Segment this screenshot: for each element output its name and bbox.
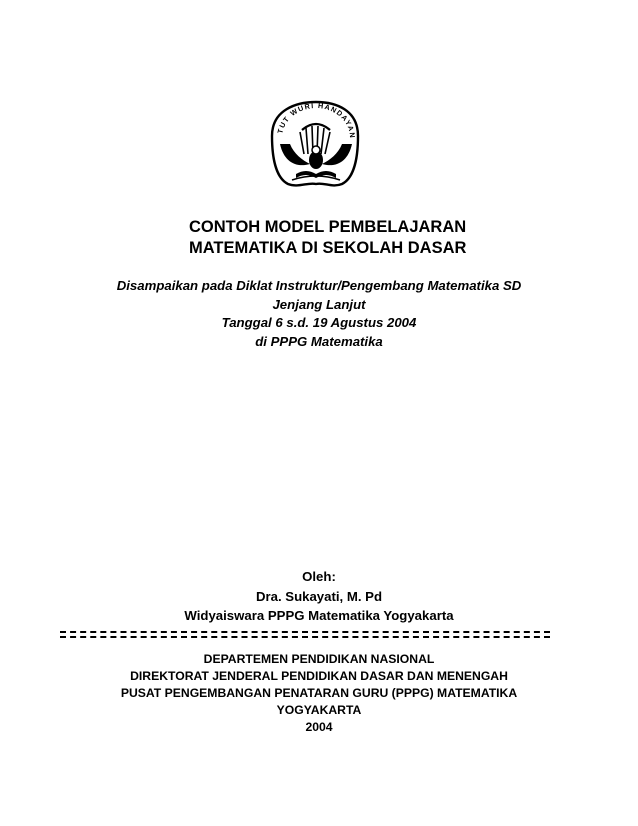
event-line-3: Tanggal 6 s.d. 19 Agustus 2004 (221, 315, 417, 330)
institution-city: YOGYAKARTA (276, 703, 362, 717)
institution-block (0, 651, 638, 736)
institution-year: 2004 (305, 720, 333, 734)
document-title (0, 217, 638, 259)
title-line-2: MATEMATIKA DI SEKOLAH DASAR (189, 239, 467, 257)
event-info (0, 277, 638, 351)
tut-wuri-handayani-logo (266, 98, 364, 190)
institution-line-2: DIREKTORAT JENDERAL PENDIDIKAN DASAR DAN MENENGAH (130, 669, 508, 683)
institution-line-3: PUSAT PENGEMBANGAN PENATARAN GURU (PPPG) MATEMATIKA (120, 686, 518, 700)
tut-wuri-handayani-emblem-icon (266, 98, 364, 190)
logo-motto: TUT WURI HANDAYAN (275, 100, 358, 140)
event-line-2: Jenjang Lanjut (272, 296, 366, 312)
double-dashed-divider (60, 629, 550, 641)
event-line-1: Disampaikan pada Diklat Instruktur/Pengembang Matematika SD (116, 278, 522, 293)
author-block (0, 567, 638, 626)
institution-line-1: DEPARTEMEN PENDIDIKAN NASIONAL (203, 652, 435, 666)
author-role: Widyaiswara PPPG Matematika Yogyakarta (184, 608, 454, 623)
author-name: Dra. Sukayati, M. Pd (255, 588, 383, 604)
event-line-4: di PPPG Matematika (255, 333, 383, 349)
title-line-1: CONTOH MODEL PEMBELAJARAN (189, 218, 467, 236)
author-by-label: Oleh: (302, 569, 336, 584)
